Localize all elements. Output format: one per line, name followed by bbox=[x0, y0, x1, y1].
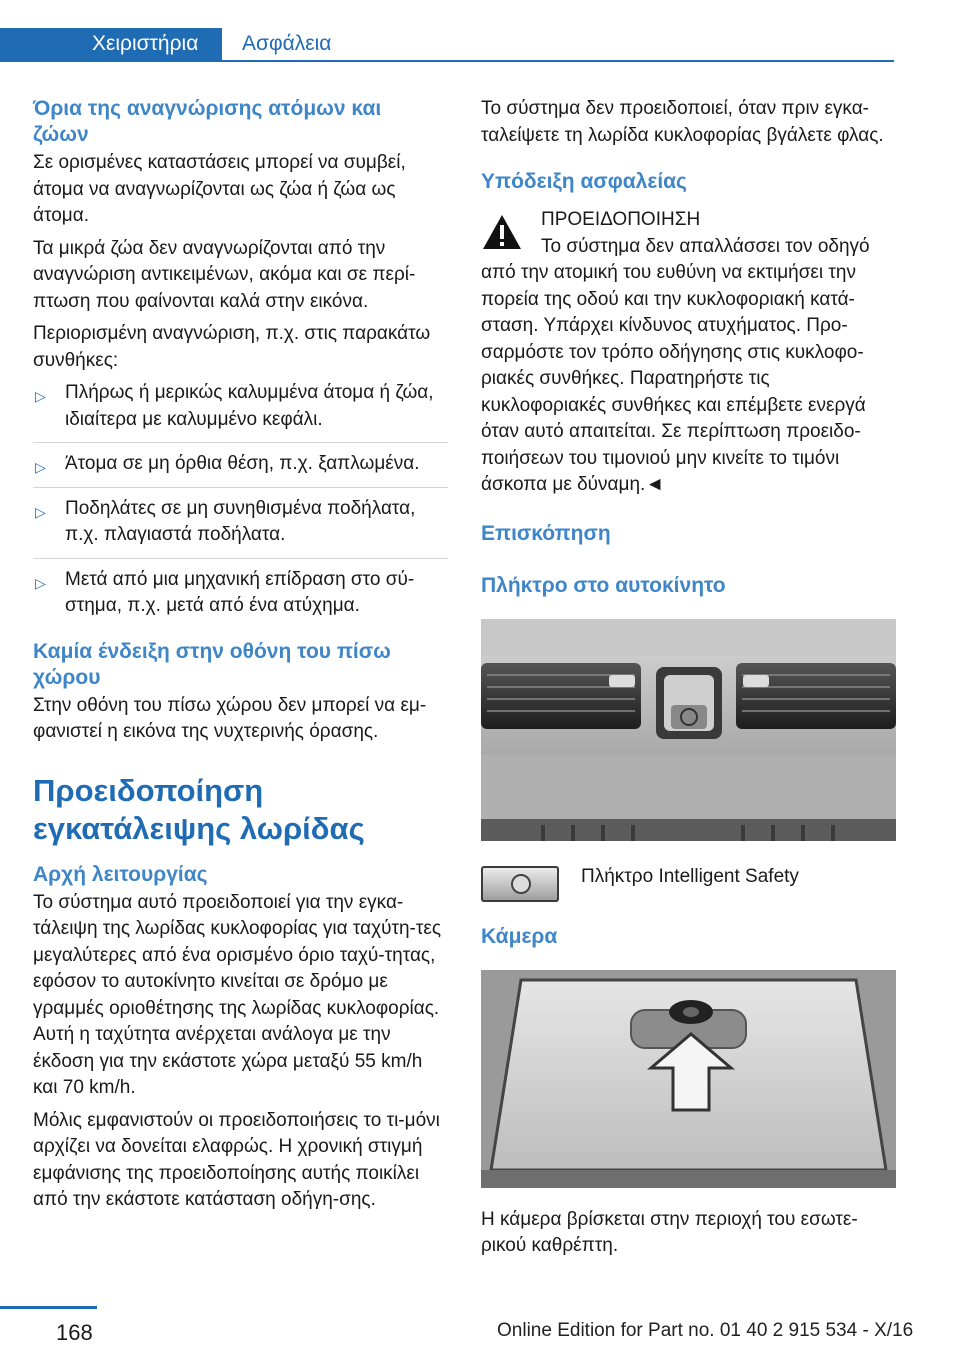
button-caption-row bbox=[481, 858, 896, 906]
page-number: 168 bbox=[56, 1320, 93, 1345]
intelligent-safety-button-icon bbox=[481, 866, 559, 902]
list-item-text: Ποδηλάτες σε μη συνηθισμένα ποδήλατα, π.χ. πλαγιαστά ποδήλατα. bbox=[65, 497, 416, 545]
section-title-lane-departure bbox=[33, 772, 448, 848]
heading-overview: Επισκόπηση bbox=[481, 521, 611, 545]
heading-no-indication bbox=[33, 639, 448, 691]
warning-first-line: Το σύστημα δεν απαλλάσσει τον οδηγό bbox=[541, 235, 870, 257]
paragraph-steering-vibration: Μόλις εμφανιστούν οι προειδοποιήσεις το τι‐μόνι αρχίζει να δονείται ελαφρώς. Η χρονική στιγμή εμφάνισης της προειδοποίησης αυτής ποικίλει από την εκάστοτε κατάσταση οδήγη‐σης. bbox=[33, 1109, 440, 1210]
right-column bbox=[481, 96, 896, 1266]
list-item bbox=[33, 567, 448, 629]
heading-button-in-car: Πλήκτρο στο αυτοκίνητο bbox=[481, 573, 726, 597]
heading-no-indication-line1: Καμία ένδειξη στην οθόνη του πίσω bbox=[33, 639, 391, 663]
warning-title: ΠΡΟΕΙΔΟΠΟΙΗΣΗ bbox=[541, 209, 701, 230]
heading-recognition-limits bbox=[33, 96, 448, 148]
bullet-triangle-icon: ▷ bbox=[35, 459, 46, 475]
paragraph-principle: Το σύστημα αυτό προειδοποιεί για την εγκα‐τάλειψη της λωρίδας κυκλοφορίας για ταχύτη‐τες μεγαλύτερες από ένα ορισμένο όριο ταχύ‐τητας, εφόσον το αυτοκίνητο κινείται σε δρόμο με γραμμές οριοθέτησης της λωρίδας κυκλοφορίας. Αυτή η ταχύτητα ανέρχεται ανάλογα με την έκδοση για την εκάστοτε χώρα μεταξύ 55 km/h και 70 km/h. bbox=[33, 891, 441, 1098]
section-title-line1: Προειδοποίηση bbox=[33, 772, 264, 808]
footer-accent-line bbox=[0, 1306, 97, 1309]
dashboard-button-photo bbox=[481, 619, 896, 841]
heading-safety-note: Υπόδειξη ασφαλείας bbox=[481, 170, 687, 193]
heading-recognition-limits-line1: Όρια της αναγνώρισης ατόμων και bbox=[33, 97, 382, 120]
heading-no-indication-line2: χώρου bbox=[33, 665, 101, 689]
warning-box bbox=[481, 207, 896, 499]
tab-safety[interactable]: Ασφάλεια bbox=[242, 32, 332, 55]
caption-camera-location: Η κάμερα βρίσκεται στην περιοχή του εσωτε‐ρικού καθρέπτη. bbox=[481, 1208, 858, 1256]
header-bar bbox=[0, 28, 894, 62]
list-item-text: Μετά από μια μηχανική επίδραση στο σύ‐στημα, π.χ. μετά από ένα ατύχημα. bbox=[65, 568, 415, 616]
list-item-text: Άτομα σε μη όρθια θέση, π.χ. ξαπλωμένα. bbox=[65, 453, 420, 474]
caption-intelligent-safety: Πλήκτρο Intelligent Safety bbox=[581, 865, 799, 887]
list-item bbox=[33, 451, 448, 488]
paragraph-small-animals: Τα μικρά ζώα δεν αναγνωρίζονται από την αναγνώριση αντικειμένων, ακόμα και σε περί‐πτωση που φαίνονται καλά στην εικόνα. bbox=[33, 237, 416, 312]
paragraph-turn-signal: Το σύστημα δεν προειδοποιεί, όταν πριν εγκα‐ταλείψετε τη λωρίδα κυκλοφορίας βγάλετε φλας. bbox=[481, 98, 884, 146]
list-item bbox=[33, 380, 448, 443]
section-title-line2: εγκατάλειψης λωρίδας bbox=[33, 810, 365, 846]
warning-triangle-icon bbox=[481, 213, 523, 251]
limitations-list bbox=[33, 380, 448, 629]
heading-camera: Κάμερα bbox=[481, 924, 558, 948]
tab-controls[interactable]: Χειριστήρια bbox=[0, 28, 222, 60]
list-item-text: Πλήρως ή μερικώς καλυμμένα άτομα ή ζώα, ιδιαίτερα με καλυμμένο κεφάλι. bbox=[65, 382, 434, 430]
heading-recognition-limits-line2: ζώων bbox=[33, 123, 89, 146]
bullet-triangle-icon: ▷ bbox=[35, 503, 46, 520]
paragraph-rear-display: Στην οθόνη του πίσω χώρου δεν μπορεί να εμ‐φανιστεί η εικόνα της νυχτερινής όρασης. bbox=[33, 694, 427, 742]
list-item bbox=[33, 496, 448, 559]
camera-windshield-photo bbox=[481, 970, 896, 1188]
paragraph-misrecognition: Σε ορισμένες καταστάσεις μπορεί να συμβεί, άτομα να αναγνωρίζονται ως ζώα ή ζώα ως άτομα. bbox=[33, 152, 406, 226]
left-column bbox=[33, 96, 448, 1220]
warning-text: από την ατομική του ευθύνη να εκτιμήσει την πορεία της οδού και την κυκλοφοριακή κατά‐σταση. Υπάρχει κίνδυνος ατυχήματος. Προ‐σαρμόστε τον τρόπο οδήγησης στις κυκλοφο‐ριακές συνθήκες. Παρατηρήστε τις κυκλοφοριακές συνθήκες και επέμβετε ενεργά όταν αυτό απαιτείται. Σε περίπτωση προειδο‐ποιήσεων του τιμονιού μην κινείτε το τιμόνι άσκοπα με δύναμη.◄ bbox=[481, 262, 866, 495]
bullet-triangle-icon: ▷ bbox=[35, 574, 46, 591]
paragraph-limited-recognition: Περιορισμένη αναγνώριση, π.χ. στις παρακάτω συνθήκες: bbox=[33, 323, 431, 371]
bullet-triangle-icon: ▷ bbox=[35, 388, 46, 404]
edition-note: Online Edition for Part no. 01 40 2 915 534 - X/16 bbox=[497, 1320, 914, 1341]
heading-principle: Αρχή λειτουργίας bbox=[33, 862, 208, 886]
